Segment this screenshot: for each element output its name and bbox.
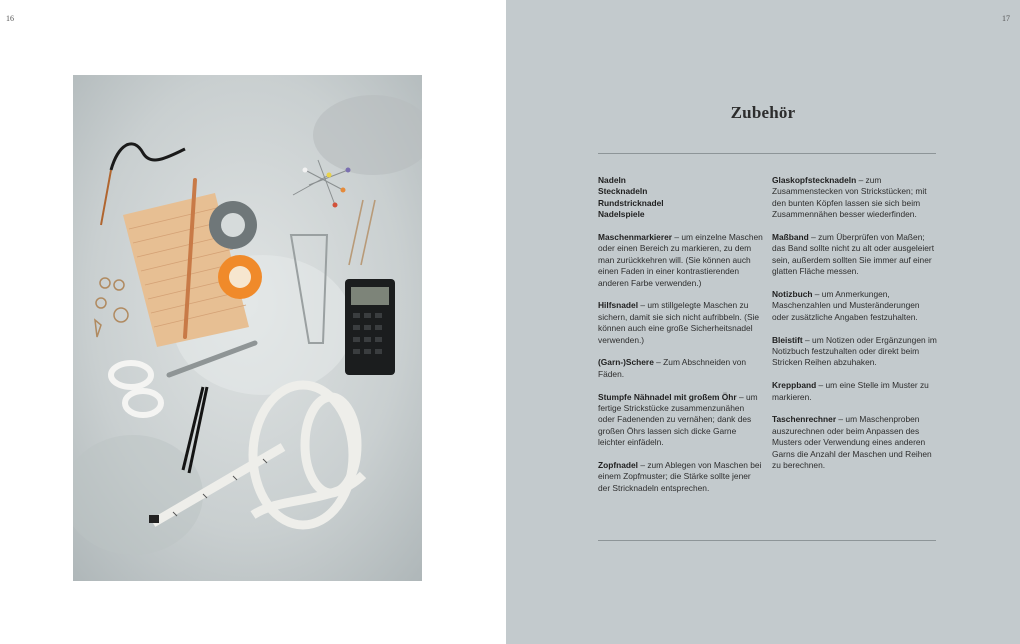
entry-text: – um fertige Strickstücke zusammenzunähen oder Fadenenden zu vernähen; dank des großen Öhrs lassen sich dicke Garne leichter einfädeln. — [598, 391, 758, 448]
entry-text: – zum Überprüfen von Maßen; das Band sollte nicht zu alt oder ausgeleiert sein, außerdem sollten Sie immer auf einer glatten Fläche messen. — [772, 232, 935, 277]
entry-text: – um stillgelegte Maschen zu sichern, damit sie sich nicht aufribbeln. (Sie können auch eine große Sicherheitsnadel verwenden.) — [598, 300, 760, 345]
entry-text: – um eine Stelle im Muster zu markieren. — [772, 380, 929, 402]
entry-massband — [772, 232, 937, 278]
entry-kreppband — [772, 380, 937, 403]
right-page — [506, 0, 1020, 644]
entry-naehnadel — [598, 392, 763, 449]
entry-schere — [598, 357, 763, 380]
page-number-left: 16 — [6, 14, 14, 23]
list-item: Nadeln — [598, 175, 626, 185]
entry-term: Glaskopfstecknadeln — [772, 175, 857, 185]
list-item: Rundstricknadel — [598, 197, 664, 208]
entry-term: Zopfnadel — [598, 460, 639, 471]
calculator — [345, 279, 395, 375]
entry-hilfsnadel — [598, 300, 763, 346]
entry-term: Notizbuch — [772, 289, 813, 300]
list-item: Stecknadeln — [598, 186, 648, 197]
entry-notizbuch — [772, 289, 937, 323]
entry-text: – zum Ablegen von Maschen bei einem Zopfmuster; die Stärke sollte jener der Stricknadeln entsprechen. — [598, 460, 762, 493]
entry-term: Kreppband — [772, 380, 817, 391]
entry-term: Hilfsnadel — [598, 300, 639, 311]
entry-glaskopfstecknadeln — [772, 175, 937, 221]
page-title: Zubehör — [730, 103, 796, 122]
entry-term: Taschenrechner — [772, 414, 837, 425]
page-number-right: 17 — [1002, 14, 1010, 23]
entry-taschenrechner — [772, 414, 937, 471]
entry-text: – Zum Abschneiden von Fäden. — [598, 357, 747, 379]
column-right — [772, 175, 937, 483]
entry-term: (Garn-)Schere — [598, 357, 654, 368]
plain-list — [598, 175, 763, 221]
divider-top — [598, 153, 936, 154]
entry-zopfnadel — [598, 460, 763, 494]
entry-text: – um Anmerkungen, Maschenzahlen und Musteränderungen oder zusätzliche Angaben festzuhalten. — [772, 289, 920, 322]
entry-term: Maßband — [772, 232, 809, 243]
entry-maschenmarkierer — [598, 232, 763, 289]
entry-term: Bleistift — [772, 334, 803, 345]
entry-text: – zum Zusammenstecken von Strickstücken; mit den bunten Köpfen lassen sie sich beim Zusammennähen besser wiederfinden. — [772, 175, 927, 220]
masking-tape-grey — [209, 201, 257, 249]
column-left — [598, 175, 763, 506]
list-item: Nadelspiele — [598, 209, 645, 220]
entry-text: – um einzelne Maschen oder einen Bereich zu markieren, zu dem man zurückkehren will. (Sie können auch einen Faden in einer kontrastierenden anderen Farbe verwenden.) — [598, 232, 763, 288]
accessories-photo — [73, 75, 422, 581]
entry-bleistift — [772, 335, 937, 369]
divider-bottom — [598, 540, 936, 541]
entry-text: – um Maschenproben auszurechnen oder beim Anpassen des Musters oder Verwendung eines anderen Garns die Anzahl der Maschen und Reihen zu berechnen. — [772, 414, 932, 471]
entry-term: Stumpfe Nähnadel mit großem Öhr — [598, 391, 737, 402]
left-page — [0, 0, 506, 644]
entry-text: – um Notizen oder Ergänzungen im Notizbuch festzuhalten oder direkt beim Stricken Reihen abzuhaken. — [772, 334, 937, 368]
masking-tape-orange — [218, 255, 262, 299]
entry-term: Maschenmarkierer — [598, 232, 673, 243]
